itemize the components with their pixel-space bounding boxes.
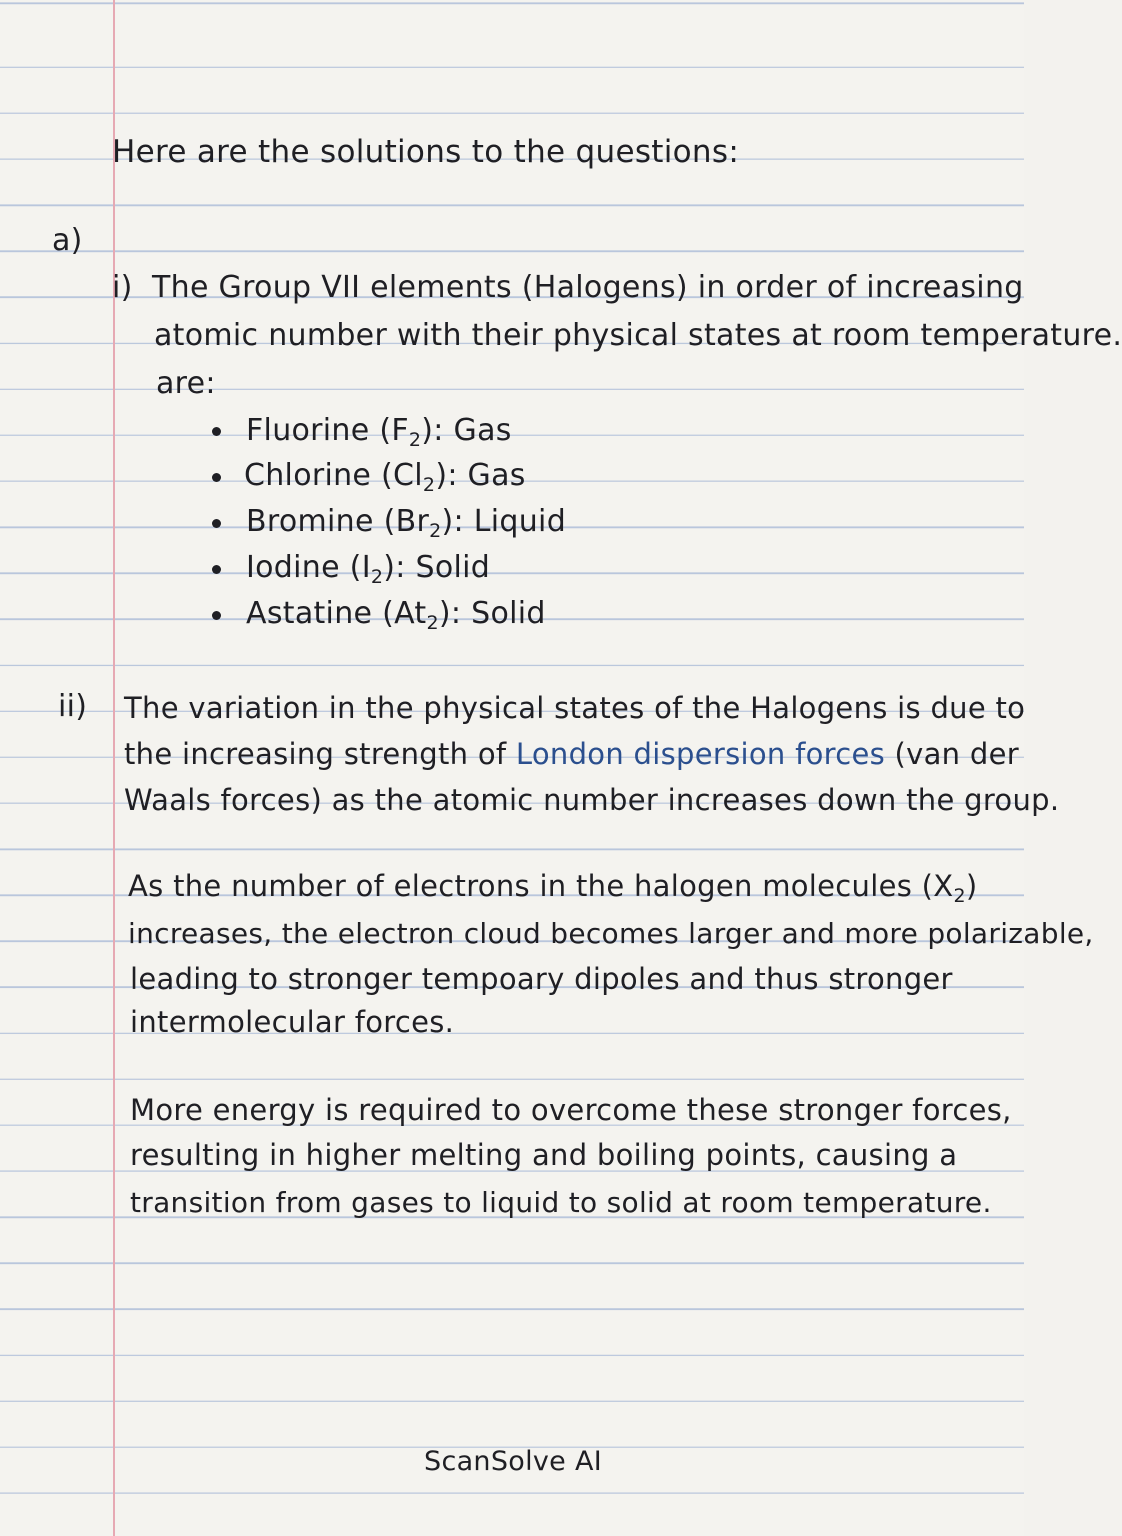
part-ii-p2-line-1: As the number of electrons in the halogen molecules $(X_2)$ xyxy=(128,869,978,907)
part-ii-label: ii) xyxy=(58,689,88,724)
part-ii-p2-line-2: increases, the electron cloud becomes larger and more polarizable, xyxy=(128,917,1094,950)
part-ii-p1-line-1: The variation in the physical states of the Halogens is due to xyxy=(124,691,1026,725)
part-ii-p3-line-3: transition from gases to liquid to solid at room temperature. xyxy=(130,1186,992,1219)
intro-heading: Here are the solutions to the questions: xyxy=(112,134,740,170)
part-ii-p2-line-3: leading to stronger tempoary dipoles and thus stronger xyxy=(130,962,953,996)
bullet-icon xyxy=(212,611,221,620)
bullet-icon xyxy=(212,427,221,436)
part-i-label: i) xyxy=(112,270,133,305)
bullet-icon xyxy=(212,473,221,482)
element-item-iodine: Iodine $(I_2)$: Solid xyxy=(246,550,491,588)
part-ii-p3-line-1: More energy is required to overcome these stronger forces, xyxy=(130,1093,1012,1127)
element-item-fluorine: Fluorine $(F_2)$: Gas xyxy=(246,413,512,451)
footer-brand: ScanSolve AI xyxy=(424,1446,603,1477)
part-a-label: a) xyxy=(52,223,83,258)
element-item-bromine: Bromine $(Br_2)$: Liquid xyxy=(246,504,567,542)
part-i-line-3: are: xyxy=(156,366,216,401)
element-item-astatine: Astatine $(At_2)$: Solid xyxy=(246,596,546,634)
part-ii-p2-line-4: intermolecular forces. xyxy=(130,1005,455,1039)
part-ii-p1-line-2: the increasing strength of London dispersion forces (van der xyxy=(124,737,1019,771)
part-i-line-2: atomic number with their physical states at room temperature. xyxy=(154,318,1122,353)
element-item-chlorine: Chlorine $(Cl_2)$: Gas xyxy=(244,458,526,496)
part-ii-p1-line-3: Waals forces) as the atomic number increases down the group. xyxy=(124,783,1060,817)
part-ii-p3-line-2: resulting in higher melting and boiling points, causing a xyxy=(130,1138,958,1172)
bullet-icon xyxy=(212,519,221,528)
bullet-icon xyxy=(212,565,221,574)
highlighted-term: London dispersion forces xyxy=(515,737,886,771)
margin-line xyxy=(113,0,115,1536)
part-i-line-1: The Group VII elements (Halogens) in order of increasing xyxy=(152,270,1024,305)
